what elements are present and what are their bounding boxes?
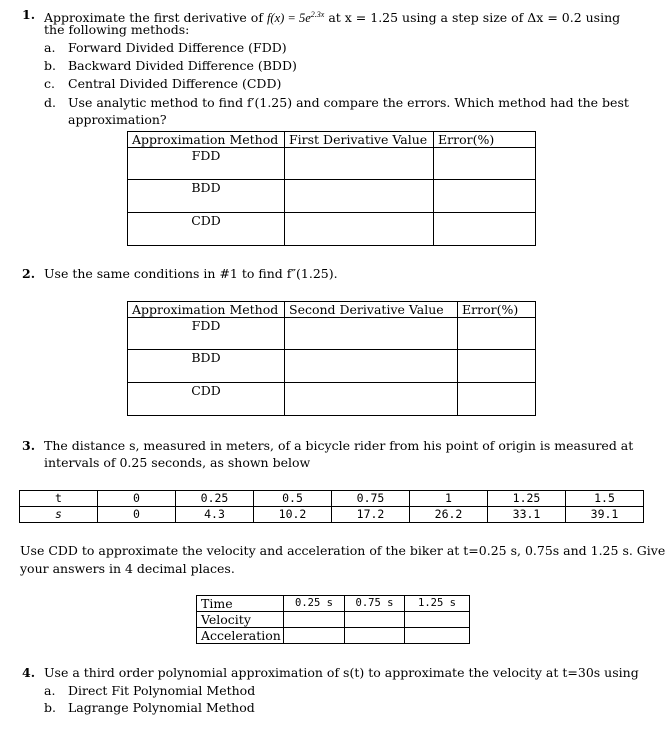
q3-text-b: intervals of 0.25 seconds, as shown below bbox=[44, 455, 311, 470]
q3-t-4: 1 bbox=[410, 491, 488, 507]
q3-t-3: 0.75 bbox=[332, 491, 410, 507]
q1-function: f(x) = 5e bbox=[266, 11, 311, 26]
q3-row-time: Time bbox=[197, 596, 284, 612]
q2-row-bdd: BDD bbox=[128, 350, 285, 383]
q1-table bbox=[127, 131, 536, 246]
q1-cell-fdd-value[interactable] bbox=[285, 148, 434, 180]
q3-s-2: 10.2 bbox=[254, 507, 332, 523]
q1-number: 1. bbox=[22, 7, 36, 22]
q1-intro-c: the following methods: bbox=[44, 22, 190, 37]
q1-header-error: Error(%) bbox=[434, 132, 536, 148]
q1-item-a: Forward Divided Difference (FDD) bbox=[68, 40, 287, 55]
q3-t-1: 0.25 bbox=[176, 491, 254, 507]
q3-answer-table bbox=[196, 595, 470, 644]
q3-t-label: t bbox=[20, 491, 98, 507]
q3-time-1: 0.75 s bbox=[345, 596, 405, 612]
q2-header-method: Approximation Method bbox=[128, 302, 285, 318]
q3-t-0: 0 bbox=[98, 491, 176, 507]
q4-number: 4. bbox=[22, 665, 36, 680]
q2-number: 2. bbox=[22, 266, 36, 281]
q1-item-d: Use analytic method to find f′(1.25) and compare the errors. Which method had the best bbox=[68, 95, 629, 110]
q1-item-a-letter: a. bbox=[44, 40, 56, 55]
q1-row-fdd: FDD bbox=[128, 148, 285, 180]
q1-intro-b: at x = 1.25 using a step size of Δx = 0.2 using bbox=[328, 10, 621, 26]
q1-item-b-letter: b. bbox=[44, 58, 56, 73]
q3-acceleration-cell-1[interactable] bbox=[345, 628, 405, 644]
q1-item-c-letter: c. bbox=[44, 76, 55, 91]
q3-t-5: 1.25 bbox=[488, 491, 566, 507]
q2-table bbox=[127, 301, 536, 416]
q3-number: 3. bbox=[22, 438, 36, 453]
q3-row-acceleration: Acceleration bbox=[197, 628, 284, 644]
q3-s-5: 33.1 bbox=[488, 507, 566, 523]
q3-s-0: 0 bbox=[98, 507, 176, 523]
q2-cell-cdd-error[interactable] bbox=[458, 383, 536, 416]
q3-time-0: 0.25 s bbox=[284, 596, 345, 612]
q1-item-d-letter: d. bbox=[44, 95, 56, 110]
q3-s-4: 26.2 bbox=[410, 507, 488, 523]
q3-s-label: s bbox=[20, 507, 98, 523]
q2-cell-fdd-value[interactable] bbox=[285, 318, 458, 350]
q2-cell-bdd-value[interactable] bbox=[285, 350, 458, 383]
q1-cell-bdd-value[interactable] bbox=[285, 180, 434, 213]
q3-data-table bbox=[19, 490, 644, 523]
q1-item-d-cont: approximation? bbox=[68, 112, 167, 127]
q1-row-cdd: CDD bbox=[128, 213, 285, 246]
q1-intro-a: Approximate the first derivative of bbox=[44, 10, 263, 26]
q1-item-c: Central Divided Difference (CDD) bbox=[68, 76, 282, 91]
q1-cell-cdd-error[interactable] bbox=[434, 213, 536, 246]
q1-header-method: Approximation Method bbox=[128, 132, 285, 148]
q1-item-b: Backward Divided Difference (BDD) bbox=[68, 58, 297, 73]
q1-exponent: 2.3x bbox=[310, 10, 325, 19]
q2-row-fdd: FDD bbox=[128, 318, 285, 350]
q3-s-1: 4.3 bbox=[176, 507, 254, 523]
q3-text-a: The distance s, measured in meters, of a bicycle rider from his point of origin is measured at bbox=[44, 438, 634, 453]
q1-header-value: First Derivative Value bbox=[285, 132, 434, 148]
q4-item-a-letter: a. bbox=[44, 683, 56, 698]
q3-t-2: 0.5 bbox=[254, 491, 332, 507]
q1-cell-bdd-error[interactable] bbox=[434, 180, 536, 213]
q2-header-error: Error(%) bbox=[458, 302, 536, 318]
q4-item-b-letter: b. bbox=[44, 700, 56, 715]
q4-item-b: Lagrange Polynomial Method bbox=[68, 700, 255, 715]
q3-s-6: 39.1 bbox=[566, 507, 644, 523]
q2-cell-cdd-value[interactable] bbox=[285, 383, 458, 416]
q3-instr-a: Use CDD to approximate the velocity and acceleration of the biker at t=0.25 s, 0.75s and 1.25 s. Give bbox=[20, 543, 666, 558]
q3-time-2: 1.25 s bbox=[405, 596, 470, 612]
q4-text: Use a third order polynomial approximation of s(t) to approximate the velocity at t=30s using bbox=[44, 665, 639, 680]
q2-row-cdd: CDD bbox=[128, 383, 285, 416]
q3-velocity-cell-0[interactable] bbox=[284, 612, 345, 628]
q2-header-value: Second Derivative Value bbox=[285, 302, 458, 318]
q1-cell-cdd-value[interactable] bbox=[285, 213, 434, 246]
q3-acceleration-cell-0[interactable] bbox=[284, 628, 345, 644]
q3-t-6: 1.5 bbox=[566, 491, 644, 507]
q3-instr-b: your answers in 4 decimal places. bbox=[20, 561, 235, 576]
q2-cell-bdd-error[interactable] bbox=[458, 350, 536, 383]
q3-acceleration-cell-2[interactable] bbox=[405, 628, 470, 644]
q3-velocity-cell-1[interactable] bbox=[345, 612, 405, 628]
q2-text: Use the same conditions in #1 to find f″(1.25). bbox=[44, 266, 338, 281]
q3-s-3: 17.2 bbox=[332, 507, 410, 523]
q3-velocity-cell-2[interactable] bbox=[405, 612, 470, 628]
q1-cell-fdd-error[interactable] bbox=[434, 148, 536, 180]
q3-row-velocity: Velocity bbox=[197, 612, 284, 628]
q1-row-bdd: BDD bbox=[128, 180, 285, 213]
q4-item-a: Direct Fit Polynomial Method bbox=[68, 683, 256, 698]
q2-cell-fdd-error[interactable] bbox=[458, 318, 536, 350]
